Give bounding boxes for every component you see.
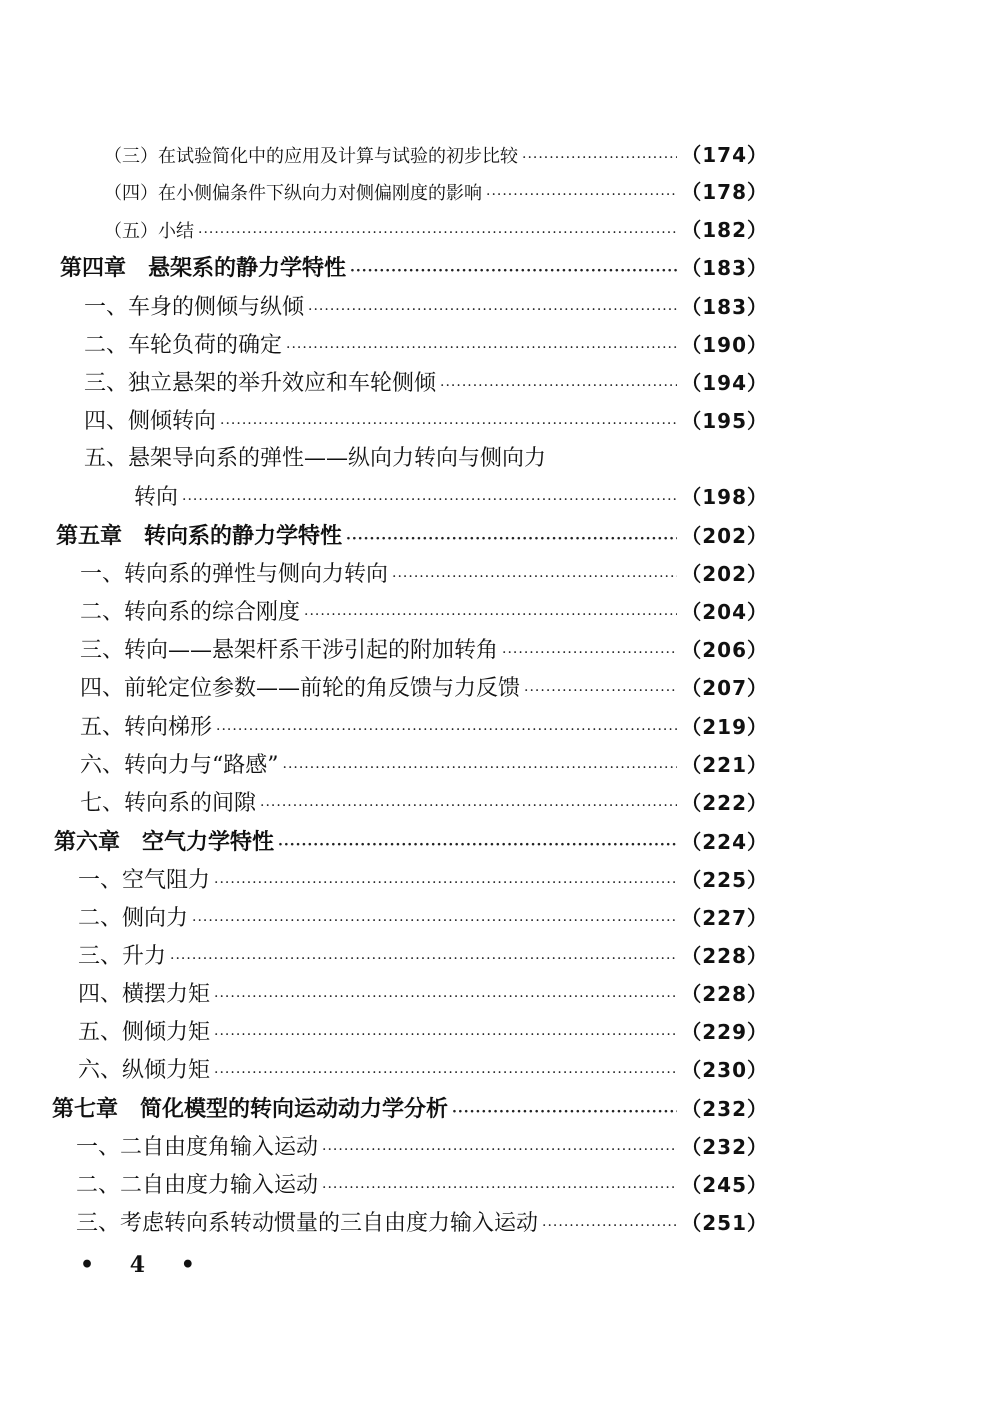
toc-entry-title: 一、空气阻力	[78, 868, 211, 893]
leader-dots	[524, 676, 677, 706]
toc-entry-page: （228）	[681, 982, 768, 1006]
leader-dots	[486, 180, 677, 210]
toc-entry-page: （194）	[681, 371, 768, 395]
toc-entry-page: （178）	[681, 180, 768, 204]
toc-entry-title: （三）在试验简化中的应用及计算与试验的初步比较	[104, 146, 518, 167]
toc-entry-title: 五、悬架导向系的弹性——纵向力转向与侧向力	[84, 446, 547, 471]
leader-dots	[392, 562, 677, 592]
toc-entry-page: （224）	[681, 830, 768, 854]
leader-dots	[322, 1173, 677, 1203]
toc-entry-page: （198）	[681, 485, 768, 509]
leader-dots	[502, 638, 677, 668]
toc-entry-page: （183）	[681, 295, 768, 319]
toc-entry	[84, 368, 768, 398]
toc-entry-page: （206）	[681, 638, 768, 662]
toc-entry	[78, 903, 768, 933]
leader-dots	[283, 753, 678, 783]
toc-entry-title: 一、二自由度角输入运动	[76, 1135, 319, 1160]
toc-entry-title: 六、纵倾力矩	[78, 1058, 211, 1083]
leader-dots	[182, 485, 677, 515]
toc-entry-first-line	[84, 444, 768, 474]
toc-entry	[80, 712, 768, 742]
toc-entry	[84, 292, 768, 322]
toc-entry	[104, 140, 768, 170]
toc-entry-title: 四、横摆力矩	[78, 982, 211, 1007]
leader-dots	[198, 218, 677, 248]
toc-entry-title: 转向	[134, 485, 179, 510]
toc-entry-title: 二、侧向力	[78, 906, 189, 931]
toc-chapter	[52, 1094, 768, 1124]
leader-dots	[346, 524, 677, 554]
toc-entry	[84, 406, 768, 436]
leader-dots	[350, 256, 677, 286]
toc-entry-page: （207）	[681, 676, 768, 700]
toc-entry	[104, 177, 768, 207]
leader-dots	[216, 715, 677, 745]
leader-dots	[278, 830, 677, 860]
toc-entry-title: 六、转向力与“路感”	[80, 753, 279, 778]
toc-entry-title: 第四章 悬架系的静力学特性	[60, 255, 347, 281]
toc-entry	[80, 788, 768, 818]
leader-dots	[170, 944, 677, 974]
leader-dots	[214, 982, 677, 1012]
toc-entry	[78, 1017, 768, 1047]
toc-entry	[84, 330, 768, 360]
toc-chapter	[60, 253, 768, 283]
toc-chapter	[54, 827, 768, 857]
toc-entry-page: （225）	[681, 868, 768, 892]
toc-entry-page: （195）	[681, 409, 768, 433]
toc-entry-page: （228）	[681, 944, 768, 968]
toc-entry	[78, 979, 768, 1009]
leader-dots	[322, 1135, 677, 1165]
leader-dots	[304, 600, 677, 630]
leader-dots	[452, 1097, 677, 1127]
toc-entry-title: 二、车轮负荷的确定	[84, 333, 283, 358]
toc-entry-title: 第七章 简化模型的转向运动动力学分析	[52, 1096, 449, 1122]
toc-entry-page: （245）	[681, 1173, 768, 1197]
leader-dots	[308, 295, 677, 325]
toc-entry-page: （183）	[681, 256, 768, 280]
toc-entry	[80, 750, 768, 780]
toc-entry-title: 二、转向系的综合刚度	[80, 600, 301, 625]
leader-dots	[260, 791, 677, 821]
toc-entry-title: （四）在小侧偏条件下纵向力对侧偏刚度的影响	[104, 183, 482, 204]
toc-entry	[80, 673, 768, 703]
toc-entry-title: 四、前轮定位参数——前轮的角反馈与力反馈	[80, 676, 521, 701]
toc-entry-title: 一、转向系的弹性与侧向力转向	[80, 562, 389, 587]
leader-dots	[214, 1020, 677, 1050]
toc-entry	[76, 1132, 768, 1162]
toc-entry-title: 五、转向梯形	[80, 715, 213, 740]
toc-entry-title: 第五章 转向系的静力学特性	[56, 523, 343, 549]
toc-entry	[134, 482, 768, 512]
leader-dots	[440, 371, 677, 401]
toc-entry-page: （232）	[681, 1135, 768, 1159]
toc-chapter	[56, 521, 768, 551]
toc-entry	[78, 941, 768, 971]
toc-entry-title: 一、车身的侧倾与纵倾	[84, 295, 305, 320]
leader-dots	[192, 906, 677, 936]
page-number-footer: • 4 •	[80, 1252, 209, 1278]
toc-entry-page: （190）	[681, 333, 768, 357]
toc-entry-page: （232）	[681, 1097, 768, 1121]
toc-entry-title: 三、独立悬架的举升效应和车轮侧倾	[84, 371, 437, 396]
toc-entry-page: （204）	[681, 600, 768, 624]
toc-entry-page: （230）	[681, 1058, 768, 1082]
toc-entry-page: （222）	[681, 791, 768, 815]
toc-entry	[80, 559, 768, 589]
toc-entry-title: 二、二自由度力输入运动	[76, 1173, 319, 1198]
toc-entry	[78, 865, 768, 895]
leader-dots	[214, 868, 677, 898]
toc-entry-page: （202）	[681, 524, 768, 548]
toc-entry	[104, 215, 768, 245]
toc-entry	[76, 1208, 768, 1238]
toc-entry-title: 三、转向——悬架杆系干涉引起的附加转角	[80, 638, 499, 663]
toc-entry-page: （229）	[681, 1020, 768, 1044]
toc-entry	[76, 1170, 768, 1200]
leader-dots	[286, 333, 677, 363]
toc-entry-page: （219）	[681, 715, 768, 739]
toc-entry-page: （182）	[681, 218, 768, 242]
toc-entry-page: （202）	[681, 562, 768, 586]
toc-entry-page: （221）	[681, 753, 768, 777]
toc-entry-title: 第六章 空气力学特性	[54, 829, 275, 855]
toc-entry	[80, 635, 768, 665]
toc-entry-title: 三、考虑转向系转动惯量的三自由度力输入运动	[76, 1211, 539, 1236]
toc-entry-title: 四、侧倾转向	[84, 409, 217, 434]
toc-entry	[80, 597, 768, 627]
toc-entry-title: （五）小结	[104, 221, 194, 242]
toc-entry-page: （251）	[681, 1211, 768, 1235]
leader-dots	[522, 143, 677, 173]
toc-entry-page: （174）	[681, 143, 768, 167]
leader-dots	[220, 409, 677, 439]
toc-entry-title: 三、升力	[78, 944, 167, 969]
toc-entry-title: 七、转向系的间隙	[80, 791, 257, 816]
leader-dots	[214, 1058, 677, 1088]
toc-entry-page: （227）	[681, 906, 768, 930]
toc-entry	[78, 1055, 768, 1085]
leader-dots	[542, 1211, 677, 1241]
toc-entry-title: 五、侧倾力矩	[78, 1020, 211, 1045]
